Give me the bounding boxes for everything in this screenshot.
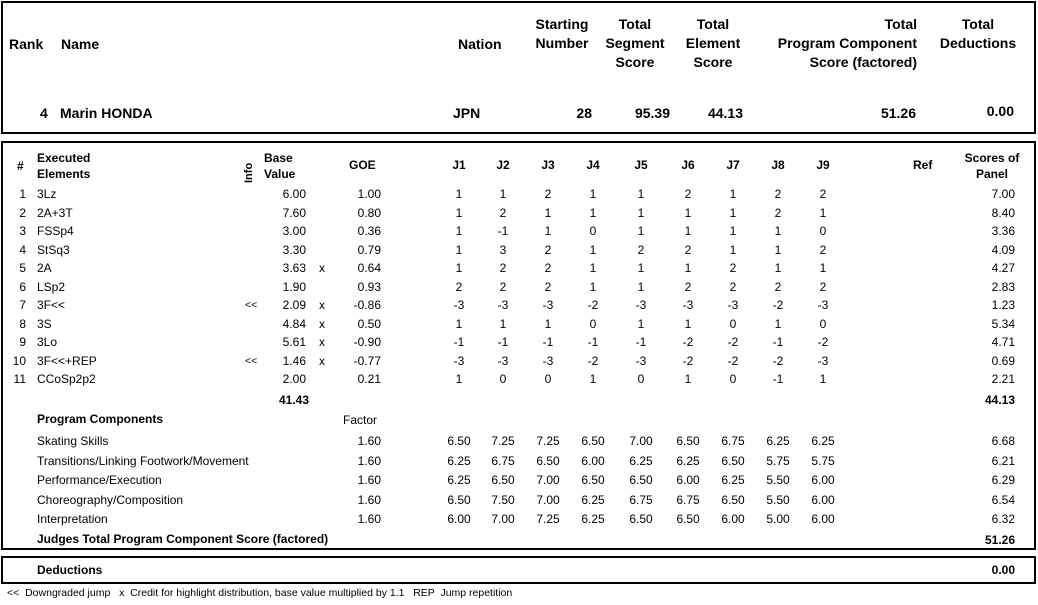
element-base-value: 1.46 xyxy=(282,353,306,368)
element-judge-score: 1 xyxy=(819,261,827,275)
element-judge-score: 1 xyxy=(455,205,463,220)
element-judge-score: -2 xyxy=(772,298,784,312)
component-factor: 1.60 xyxy=(357,512,381,526)
element-bonus-marker: x xyxy=(319,298,325,312)
element-number: 6 xyxy=(19,279,26,294)
element-judge-score: -3 xyxy=(497,353,509,368)
element-judge-score: 1 xyxy=(544,205,552,220)
header-program-component-score: Total Program Component Score (factored) xyxy=(777,16,917,70)
element-judge-score: -1 xyxy=(497,335,509,349)
element-judge-score: -2 xyxy=(772,353,784,368)
element-judge-score: 1 xyxy=(589,279,597,294)
element-judge-score: -1 xyxy=(497,224,509,238)
element-judge-score: 1 xyxy=(637,279,645,294)
element-base-value: 7.60 xyxy=(282,205,306,220)
element-judge-score: 2 xyxy=(499,279,507,294)
element-base-value: 5.61 xyxy=(282,335,306,349)
judge-header-J9: J9 xyxy=(816,158,830,172)
element-judge-score: 1 xyxy=(774,316,782,331)
component-judge-score: 6.50 xyxy=(676,434,700,448)
element-judge-score: -3 xyxy=(542,298,554,312)
col-header-number: # xyxy=(17,159,24,173)
component-judge-score: 6.25 xyxy=(581,512,605,526)
element-judge-score: 2 xyxy=(544,261,552,275)
skater-pcs: 51.26 xyxy=(880,105,916,121)
component-judge-score: 6.25 xyxy=(676,453,700,468)
element-judge-score: -3 xyxy=(635,353,647,368)
element-judge-score: 2 xyxy=(774,187,782,201)
element-goe: 0.50 xyxy=(357,316,381,331)
element-panel-score: 5.34 xyxy=(991,316,1015,331)
component-judge-score: 7.00 xyxy=(536,473,560,487)
element-judge-score: 1 xyxy=(455,372,463,386)
skater-name: Marin HONDA xyxy=(60,105,153,121)
skater-deductions: 0.00 xyxy=(986,103,1014,119)
element-judge-score: -3 xyxy=(453,298,465,312)
judge-header-J8: J8 xyxy=(771,158,785,172)
component-judge-score: 6.00 xyxy=(676,473,700,487)
element-bonus-marker: x xyxy=(319,353,325,368)
element-code: 3S xyxy=(37,316,52,331)
element-judge-score: 2 xyxy=(729,261,737,275)
component-judge-score: 7.50 xyxy=(491,492,515,507)
component-judge-score: 6.25 xyxy=(766,434,790,448)
element-panel-score: 8.40 xyxy=(991,205,1015,220)
element-judge-score: 2 xyxy=(729,279,737,294)
deductions-label: Deductions xyxy=(37,563,103,577)
element-judge-score: 1 xyxy=(637,187,645,201)
element-judge-score: -1 xyxy=(453,335,465,349)
component-judge-score: 6.25 xyxy=(581,492,605,507)
component-judge-score: 6.50 xyxy=(447,434,471,448)
base-value-total: 41.43 xyxy=(278,393,309,407)
element-bonus-marker: x xyxy=(319,316,325,331)
header-total-segment-score: Total Segment Score xyxy=(605,16,665,70)
element-code: 3Lo xyxy=(37,335,58,349)
component-panel-score: 6.32 xyxy=(991,512,1015,526)
judge-header-J7: J7 xyxy=(726,158,740,172)
element-goe: 0.80 xyxy=(357,205,381,220)
header-total-element-score: Total Element Score xyxy=(685,16,741,70)
element-number: 2 xyxy=(19,205,26,220)
component-judge-score: 6.25 xyxy=(811,434,835,448)
element-goe: 0.36 xyxy=(357,224,381,238)
element-number: 8 xyxy=(19,316,26,331)
col-header-base-value: Base Value xyxy=(264,151,296,181)
element-code: 2A+3T xyxy=(37,205,73,220)
element-judge-score: 1 xyxy=(544,224,552,238)
component-panel-score: 6.68 xyxy=(991,434,1015,448)
element-code: LSp2 xyxy=(37,279,66,294)
element-number: 7 xyxy=(19,298,26,312)
element-judge-score: -3 xyxy=(542,353,554,368)
element-judge-score: 1 xyxy=(455,224,463,238)
element-number: 3 xyxy=(19,224,26,238)
element-judge-score: 0 xyxy=(819,316,827,331)
component-name: Interpretation xyxy=(37,512,108,526)
element-judge-score: 1 xyxy=(774,261,782,275)
element-judge-score: 1 xyxy=(637,316,645,331)
component-judge-score: 6.75 xyxy=(629,492,653,507)
element-judge-score: 2 xyxy=(455,279,463,294)
element-panel-score: 0.69 xyxy=(991,353,1015,368)
component-judge-score: 7.25 xyxy=(491,434,515,448)
col-header-info: Info xyxy=(243,162,255,183)
component-judge-score: 5.00 xyxy=(766,512,790,526)
pcs-total-label: Judges Total Program Component Score (factored) xyxy=(37,532,329,546)
element-judge-score: 0 xyxy=(819,224,827,238)
element-judge-score: -2 xyxy=(682,353,694,368)
component-name: Skating Skills xyxy=(37,434,109,448)
header-rank: Rank xyxy=(9,36,44,52)
element-panel-score: 4.27 xyxy=(991,261,1015,275)
component-name: Choreography/Composition xyxy=(37,492,184,507)
element-judge-score: -2 xyxy=(587,353,599,368)
element-base-value: 3.63 xyxy=(282,261,306,275)
element-judge-score: 2 xyxy=(544,242,552,257)
component-judge-score: 6.50 xyxy=(721,453,745,468)
element-judge-score: -2 xyxy=(727,353,739,368)
element-bonus-marker: x xyxy=(319,335,325,349)
element-judge-score: 1 xyxy=(729,205,737,220)
component-judge-score: 6.25 xyxy=(629,453,653,468)
element-bonus-marker: x xyxy=(319,261,325,275)
element-judge-score: 2 xyxy=(499,205,507,220)
element-base-value: 3.30 xyxy=(282,242,306,257)
component-judge-score: 6.00 xyxy=(811,492,835,507)
element-judge-score: 2 xyxy=(774,279,782,294)
element-judge-score: 2 xyxy=(499,261,507,275)
element-judge-score: -2 xyxy=(727,335,739,349)
element-judge-score: 1 xyxy=(455,316,463,331)
element-judge-score: -3 xyxy=(453,353,465,368)
element-judge-score: -2 xyxy=(817,335,829,349)
header-nation: Nation xyxy=(458,36,502,52)
element-judge-score: 1 xyxy=(589,205,597,220)
judge-header-J2: J2 xyxy=(496,158,510,172)
component-judge-score: 6.50 xyxy=(629,473,653,487)
component-name: Performance/Execution xyxy=(37,473,162,487)
element-goe: -0.90 xyxy=(353,335,381,349)
component-judge-score: 7.00 xyxy=(491,512,515,526)
element-number: 1 xyxy=(19,187,26,201)
element-judge-score: 2 xyxy=(637,242,645,257)
element-judge-score: -3 xyxy=(817,353,829,368)
element-code: 3F<<+REP xyxy=(37,353,97,368)
component-factor: 1.60 xyxy=(357,453,381,468)
element-number: 5 xyxy=(19,261,26,275)
element-judge-score: 0 xyxy=(637,372,645,386)
component-judge-score: 6.75 xyxy=(721,434,745,448)
component-judge-score: 5.75 xyxy=(811,453,835,468)
judge-header-J5: J5 xyxy=(634,158,648,172)
element-goe: -0.77 xyxy=(353,353,381,368)
element-judge-score: 1 xyxy=(499,187,507,201)
legend: << Downgraded jump x Credit for highlight distribution, base value multiplied by 1.1 REP Jump repetition xyxy=(7,587,513,599)
component-judge-score: 6.25 xyxy=(721,473,745,487)
element-panel-score: 4.09 xyxy=(991,242,1015,257)
skater-rank: 4 xyxy=(40,105,48,121)
element-judge-score: 1 xyxy=(455,187,463,201)
element-judge-score: 0 xyxy=(729,316,737,331)
element-info: << xyxy=(245,354,258,367)
element-judge-score: 1 xyxy=(684,261,692,275)
element-judge-score: -1 xyxy=(635,335,647,349)
element-judge-score: -3 xyxy=(635,298,647,312)
element-judge-score: 2 xyxy=(684,242,692,257)
component-judge-score: 6.50 xyxy=(581,434,605,448)
elements-total: 44.13 xyxy=(984,393,1015,407)
pcs-total-value: 51.26 xyxy=(984,533,1015,547)
element-judge-score: 0 xyxy=(589,224,597,238)
element-judge-score: 1 xyxy=(729,187,737,201)
component-judge-score: 6.50 xyxy=(491,473,515,487)
element-judge-score: 1 xyxy=(637,205,645,220)
element-goe: 0.93 xyxy=(357,279,381,294)
element-judge-score: 1 xyxy=(819,372,827,386)
element-number: 9 xyxy=(19,335,26,349)
element-judge-score: 1 xyxy=(729,224,737,238)
element-judge-score: -1 xyxy=(587,335,599,349)
element-judge-score: -1 xyxy=(772,335,784,349)
element-judge-score: -2 xyxy=(587,298,599,312)
element-base-value: 6.00 xyxy=(282,187,306,201)
header-name: Name xyxy=(61,36,100,52)
element-judge-score: 1 xyxy=(684,224,692,238)
skater-starting-number: 28 xyxy=(576,105,592,121)
element-code: 2A xyxy=(37,261,52,275)
component-judge-score: 6.75 xyxy=(491,453,515,468)
element-judge-score: 1 xyxy=(684,372,692,386)
component-judge-score: 6.00 xyxy=(581,453,605,468)
component-judge-score: 6.00 xyxy=(447,512,471,526)
element-code: 3F<< xyxy=(37,298,66,312)
element-judge-score: 0 xyxy=(589,316,597,331)
element-base-value: 1.90 xyxy=(282,279,306,294)
element-judge-score: 1 xyxy=(774,224,782,238)
element-judge-score: 1 xyxy=(684,316,692,331)
component-factor: 1.60 xyxy=(357,473,381,487)
component-judge-score: 6.00 xyxy=(811,473,835,487)
element-panel-score: 7.00 xyxy=(991,187,1015,201)
program-components-heading: Program Components xyxy=(37,412,164,426)
skater-tss: 95.39 xyxy=(634,105,670,121)
component-judge-score: 7.25 xyxy=(536,512,560,526)
element-judge-score: 2 xyxy=(819,242,827,257)
element-judge-score: 1 xyxy=(637,261,645,275)
element-judge-score: 1 xyxy=(637,224,645,238)
header-starting-number: Starting Number xyxy=(535,16,589,51)
component-judge-score: 6.75 xyxy=(676,492,700,507)
element-judge-score: -3 xyxy=(682,298,694,312)
element-judge-score: 1 xyxy=(684,205,692,220)
component-judge-score: 6.50 xyxy=(721,492,745,507)
element-goe: 0.21 xyxy=(357,372,381,386)
element-code: CCoSp2p2 xyxy=(37,372,96,386)
component-judge-score: 7.00 xyxy=(536,492,560,507)
element-judge-score: 1 xyxy=(455,261,463,275)
element-judge-score: 0 xyxy=(499,372,507,386)
element-judge-score: -3 xyxy=(727,298,739,312)
element-judge-score: 1 xyxy=(589,372,597,386)
element-judge-score: 2 xyxy=(684,279,692,294)
skater-nation: JPN xyxy=(453,105,481,121)
component-judge-score: 6.25 xyxy=(447,473,471,487)
component-panel-score: 6.29 xyxy=(991,473,1015,487)
judge-header-J3: J3 xyxy=(541,158,555,172)
element-judge-score: 2 xyxy=(544,279,552,294)
element-panel-score: 2.21 xyxy=(991,372,1015,386)
element-judge-score: 1 xyxy=(729,242,737,257)
element-base-value: 2.09 xyxy=(282,298,306,312)
component-judge-score: 6.50 xyxy=(447,492,471,507)
element-judge-score: 1 xyxy=(589,187,597,201)
judge-header-J1: J1 xyxy=(452,158,466,172)
element-judge-score: 1 xyxy=(589,242,597,257)
element-panel-score: 1.23 xyxy=(991,298,1015,312)
element-code: StSq3 xyxy=(37,242,70,257)
element-goe: -0.86 xyxy=(353,298,381,312)
component-judge-score: 5.75 xyxy=(766,453,790,468)
component-judge-score: 6.50 xyxy=(581,473,605,487)
col-header-ref: Ref xyxy=(913,158,933,172)
element-goe: 0.64 xyxy=(357,261,381,275)
deductions-box xyxy=(1,556,1036,584)
element-judge-score: 1 xyxy=(544,316,552,331)
element-judge-score: 1 xyxy=(774,242,782,257)
element-judge-score: 1 xyxy=(499,316,507,331)
element-panel-score: 4.71 xyxy=(991,335,1015,349)
component-name: Transitions/Linking Footwork/Movement xyxy=(37,453,249,468)
element-judge-score: 3 xyxy=(499,242,507,257)
element-goe: 0.79 xyxy=(357,242,381,257)
col-header-scores-of-panel: Scores of Panel xyxy=(964,151,1020,181)
component-judge-score: 5.50 xyxy=(766,473,790,487)
judge-header-J6: J6 xyxy=(681,158,695,172)
element-judge-score: -2 xyxy=(682,335,694,349)
component-judge-score: 7.25 xyxy=(536,434,560,448)
component-judge-score: 6.00 xyxy=(721,512,745,526)
element-base-value: 4.84 xyxy=(282,316,306,331)
factor-heading: Factor xyxy=(343,413,378,427)
element-judge-score: 2 xyxy=(774,205,782,220)
element-judge-score: 1 xyxy=(589,261,597,275)
component-judge-score: 6.25 xyxy=(447,453,471,468)
component-judge-score: 6.50 xyxy=(676,512,700,526)
element-number: 11 xyxy=(13,372,26,386)
component-factor: 1.60 xyxy=(357,492,381,507)
element-code: 3Lz xyxy=(37,187,57,201)
element-panel-score: 3.36 xyxy=(991,224,1015,238)
element-judge-score: 0 xyxy=(544,372,552,386)
component-judge-score: 6.50 xyxy=(629,512,653,526)
element-judge-score: 2 xyxy=(819,187,827,201)
col-header-goe: GOE xyxy=(349,158,376,172)
element-judge-score: 1 xyxy=(819,205,827,220)
col-header-elements: Executed Elements xyxy=(37,151,91,181)
element-code: FSSp4 xyxy=(37,224,74,238)
element-judge-score: 0 xyxy=(729,372,737,386)
header-total-deductions: Total Deductions xyxy=(939,16,1017,51)
element-judge-score: -1 xyxy=(772,372,784,386)
component-judge-score: 6.00 xyxy=(811,512,835,526)
component-panel-score: 6.21 xyxy=(991,453,1015,468)
element-judge-score: 2 xyxy=(544,187,552,201)
element-goe: 1.00 xyxy=(357,187,381,201)
skater-tes: 44.13 xyxy=(707,105,743,121)
judge-header-J4: J4 xyxy=(586,158,600,172)
element-number: 10 xyxy=(12,353,26,368)
component-judge-score: 7.00 xyxy=(629,434,653,448)
component-judge-score: 5.50 xyxy=(766,492,790,507)
component-panel-score: 6.54 xyxy=(991,492,1015,507)
element-judge-score: 2 xyxy=(684,187,692,201)
element-panel-score: 2.83 xyxy=(991,279,1015,294)
component-factor: 1.60 xyxy=(357,434,381,448)
element-judge-score: 1 xyxy=(455,242,463,257)
element-number: 4 xyxy=(19,242,26,257)
element-judge-score: -3 xyxy=(497,298,509,312)
deductions-value: 0.00 xyxy=(991,563,1015,577)
element-judge-score: 2 xyxy=(819,279,827,294)
element-info: << xyxy=(245,299,258,311)
element-judge-score: -3 xyxy=(817,298,829,312)
element-base-value: 2.00 xyxy=(282,372,306,386)
component-judge-score: 6.50 xyxy=(536,453,560,468)
element-judge-score: -1 xyxy=(542,335,554,349)
element-base-value: 3.00 xyxy=(282,224,306,238)
